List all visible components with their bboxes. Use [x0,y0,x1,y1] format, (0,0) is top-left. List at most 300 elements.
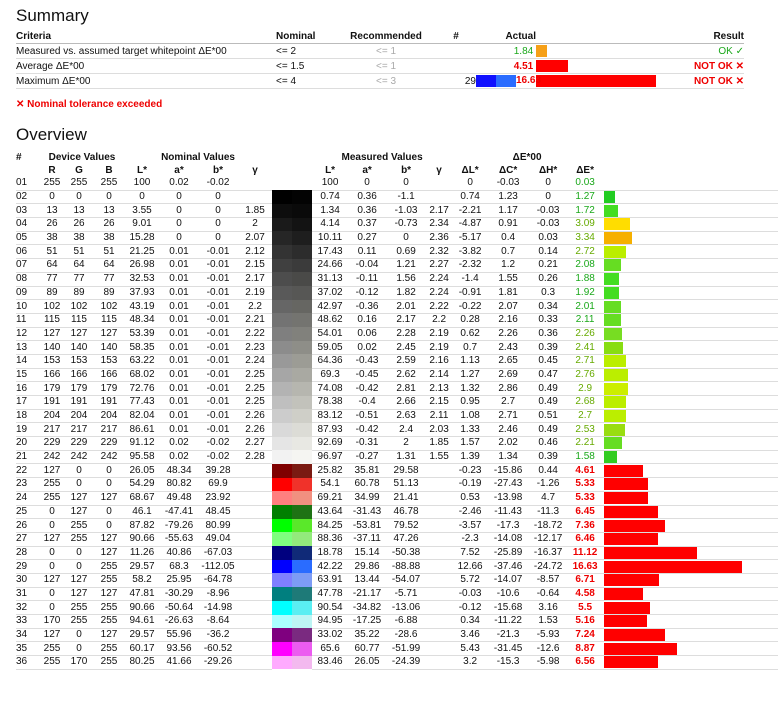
overview-swatch-nominal [272,409,292,423]
overview-swatch-measured [292,190,312,204]
overview-cell-mb: -1.1 [386,190,426,204]
overview-cell-bb: 39.28 [198,464,238,478]
overview-cell-g: 0 [64,628,94,642]
overview-cell-ma: -0.45 [348,368,386,382]
overview-row [16,573,778,587]
summary-bar [536,60,568,72]
overview-cell-g: 179 [64,382,94,396]
overview-cell-r: 127 [40,464,64,478]
overview-cell-ma: 0.16 [348,313,386,327]
overview-cell-mg [426,177,452,190]
overview-cell-n: 21 [16,450,40,464]
overview-cell-dE: 0.03 [568,177,602,190]
overview-cell-mL: 100 [312,177,348,190]
overview-cell-dE: 2.71 [568,354,602,368]
overview-cell-g: 0 [64,546,94,560]
overview-cell-g: 217 [64,423,94,437]
overview-cell-mL: 43.64 [312,505,348,519]
overview-col-header: ΔH* [538,165,558,176]
overview-cell-L: 68.67 [124,491,160,505]
overview-cell-mg: 2.14 [426,368,452,382]
overview-cell-n: 11 [16,313,40,327]
overview-bar-cell [602,272,778,286]
overview-cell-ma: -0.43 [348,354,386,368]
overview-de-bar [604,301,621,313]
overview-cell-mg: 2.32 [426,245,452,259]
overview-cell-b: 0 [94,519,124,533]
overview-cell-ma: 15.14 [348,546,386,560]
overview-cell-dH: 0.33 [528,313,568,327]
overview-cell-r: 0 [40,546,64,560]
overview-cell-mL: 90.54 [312,601,348,615]
overview-cell-dH: -12.6 [528,642,568,656]
overview-cell-n: 31 [16,587,40,601]
overview-cell-n: 17 [16,396,40,410]
overview-cell-mL: 42.22 [312,560,348,574]
overview-cell-r: 0 [40,505,64,519]
overview-cell-a: 68.3 [160,560,198,574]
overview-cell-ma: -0.11 [348,272,386,286]
overview-cell-g: 204 [64,409,94,423]
summary-table [16,29,744,89]
overview-cell-mg [426,519,452,533]
overview-cell-dL: -0.91 [452,286,488,300]
overview-cell-dL: -0.03 [452,587,488,601]
overview-row [16,628,778,642]
overview-cell-gam: 2.25 [238,396,272,410]
overview-cell-L: 100 [124,177,160,190]
overview-cell-a: -47.41 [160,505,198,519]
overview-cell-mb: 2.59 [386,354,426,368]
overview-cell-mg [426,628,452,642]
overview-cell-g: 77 [64,272,94,286]
summary-swatch [496,75,516,87]
overview-cell-n: 32 [16,601,40,615]
overview-cell-r: 51 [40,245,64,259]
overview-cell-mL: 1.34 [312,204,348,218]
overview-swatch-nominal [272,656,292,670]
overview-cell-dH: 0.47 [528,368,568,382]
summary-col-recommended: Recommended [336,29,436,44]
overview-cell-gam: 1.85 [238,204,272,218]
overview-cell-ma: -17.25 [348,615,386,629]
overview-cell-dE: 2.08 [568,259,602,273]
overview-de-bar [604,533,658,545]
overview-de-bar [604,574,659,586]
overview-cell-ma: 35.81 [348,464,386,478]
overview-cell-ma: 35.22 [348,628,386,642]
overview-cell-bb: -0.01 [198,354,238,368]
overview-bar-cell [602,601,778,615]
overview-cell-dC: 1.81 [488,286,528,300]
overview-cell-bb: 80.99 [198,519,238,533]
overview-cell-dE: 1.72 [568,204,602,218]
overview-cell-dE: 2.41 [568,341,602,355]
overview-cell-b: 191 [94,396,124,410]
overview-cell-b: 51 [94,245,124,259]
overview-cell-mb: 2.01 [386,300,426,314]
overview-cell-a: 0.02 [160,450,198,464]
overview-cell-dE: 2.21 [568,437,602,451]
overview-cell-L: 43.19 [124,300,160,314]
overview-cell-mg [426,478,452,492]
overview-cell-dH: 0 [528,190,568,204]
overview-cell-mg: 2.19 [426,327,452,341]
overview-cell-gam: 2.12 [238,245,272,259]
overview-swatch-measured [292,656,312,670]
overview-cell-mg: 2.03 [426,423,452,437]
overview-cell-b: 255 [94,615,124,629]
overview-cell-b: 166 [94,368,124,382]
overview-cell-b: 153 [94,354,124,368]
overview-cell-r: 255 [40,656,64,670]
overview-swatch-measured [292,491,312,505]
overview-swatch-nominal [272,354,292,368]
summary-actual-cell [476,44,536,59]
overview-cell-mL: 48.62 [312,313,348,327]
overview-swatch-nominal [272,601,292,615]
overview-cell-gam [238,642,272,656]
overview-cell-dL: 3.2 [452,656,488,670]
overview-cell-n: 03 [16,204,40,218]
overview-cell-ma: -34.82 [348,601,386,615]
overview-swatch-measured [292,218,312,232]
overview-cell-a: 0.02 [160,437,198,451]
overview-de-bar [604,328,622,340]
overview-cell-ma: 29.86 [348,560,386,574]
overview-cell-dH: -0.03 [528,218,568,232]
overview-cell-r: 179 [40,382,64,396]
overview-cell-mL: 83.12 [312,409,348,423]
overview-row [16,259,778,273]
overview-cell-dL: -2.32 [452,259,488,273]
overview-cell-dC: 2.69 [488,368,528,382]
overview-cell-a: 25.95 [160,573,198,587]
overview-swatch-nominal [272,286,292,300]
overview-cell-dC: -27.43 [488,478,528,492]
overview-cell-g: 153 [64,354,94,368]
overview-row [16,354,778,368]
overview-cell-mb: 21.41 [386,491,426,505]
overview-col-header: a* [362,165,372,176]
overview-cell-mg [426,601,452,615]
overview-swatch-measured [292,327,312,341]
overview-bar-cell [602,204,778,218]
overview-cell-r: 153 [40,354,64,368]
overview-cell-bb: 48.45 [198,505,238,519]
overview-swatch-nominal [272,450,292,464]
overview-de-bar [604,259,621,271]
overview-cell-mb: -13.06 [386,601,426,615]
overview-swatch-measured [292,382,312,396]
summary-bar [536,45,547,57]
overview-cell-r: 166 [40,368,64,382]
overview-cell-dL: 1.39 [452,450,488,464]
overview-cell-mL: 64.36 [312,354,348,368]
overview-cell-r: 140 [40,341,64,355]
summary-col-criteria: Criteria [16,29,276,44]
overview-cell-gam [238,601,272,615]
overview-cell-dH: -0.64 [528,587,568,601]
overview-group-nominal: Nominal Values [161,151,235,163]
overview-swatch-measured [292,464,312,478]
overview-cell-b: 64 [94,259,124,273]
overview-cell-dL: 3.46 [452,628,488,642]
overview-cell-ma: -0.42 [348,382,386,396]
overview-swatch-nominal [272,642,292,656]
overview-swatch-nominal [272,177,292,190]
overview-cell-a: 40.86 [160,546,198,560]
overview-cell-gam [238,656,272,670]
overview-cell-gam [238,177,272,190]
overview-swatch-measured [292,546,312,560]
overview-cell-dH: 0.26 [528,272,568,286]
overview-cell-mL: 18.78 [312,546,348,560]
overview-cell-r: 102 [40,300,64,314]
overview-swatch-nominal [272,300,292,314]
overview-cell-dC: 0.91 [488,218,528,232]
overview-cell-b: 127 [94,327,124,341]
overview-cell-ma: 26.05 [348,656,386,670]
overview-cell-mL: 31.13 [312,272,348,286]
overview-row [16,272,778,286]
overview-cell-dC: -14.07 [488,573,528,587]
summary-recommended: <= 3 [336,74,436,89]
overview-cell-dC: 2.7 [488,396,528,410]
overview-row [16,491,778,505]
overview-cell-g: 255 [64,601,94,615]
overview-cell-dC: 1.17 [488,204,528,218]
overview-bar-cell [602,368,778,382]
overview-cell-bb: 0 [198,231,238,245]
overview-cell-mb: 1.21 [386,259,426,273]
overview-bar-cell [602,327,778,341]
overview-cell-dL: -2.46 [452,505,488,519]
overview-cell-n: 27 [16,532,40,546]
summary-recommended: <= 1 [336,59,436,74]
summary-col-bar [536,29,656,44]
overview-cell-g: 140 [64,341,94,355]
overview-cell-dC: -37.46 [488,560,528,574]
overview-swatch-nominal [272,615,292,629]
summary-row [16,44,744,59]
overview-cell-mg [426,656,452,670]
overview-cell-dE: 6.56 [568,656,602,670]
overview-cell-dL: -0.12 [452,601,488,615]
overview-cell-bb: -0.01 [198,313,238,327]
overview-row [16,464,778,478]
overview-cell-g: 0 [64,478,94,492]
overview-col-header: b* [401,165,412,176]
overview-cell-g: 255 [64,532,94,546]
overview-row [16,642,778,656]
overview-cell-gam [238,532,272,546]
overview-cell-g: 102 [64,300,94,314]
overview-cell-ma: 0.36 [348,190,386,204]
overview-row [16,423,778,437]
overview-bar-cell [602,231,778,245]
overview-bar-cell [602,505,778,519]
summary-row [16,59,744,74]
overview-swatch-nominal [272,464,292,478]
overview-swatch-measured [292,560,312,574]
summary-col-nominal: Nominal [276,29,336,44]
overview-row [16,519,778,533]
overview-cell-mL: 4.14 [312,218,348,232]
overview-row [16,437,778,451]
summary-swatch [476,75,496,87]
overview-cell-r: 115 [40,313,64,327]
summary-bar-cell [536,59,656,74]
overview-cell-bb: -0.02 [198,437,238,451]
overview-cell-bb: -0.02 [198,177,238,190]
overview-row [16,505,778,519]
overview-de-bar [604,205,618,217]
summary-result: NOT OK ✕ [656,74,744,89]
overview-swatch-nominal [272,245,292,259]
overview-cell-b: 0 [94,464,124,478]
overview-cell-ma: -31.43 [348,505,386,519]
overview-cell-r: 242 [40,450,64,464]
overview-swatch-measured [292,478,312,492]
overview-bar-cell [602,245,778,259]
overview-swatch-measured [292,601,312,615]
overview-cell-bb: -0.02 [198,450,238,464]
overview-cell-dH: 0.39 [528,450,568,464]
overview-cell-b: 13 [94,204,124,218]
overview-swatch-nominal [272,423,292,437]
overview-cell-mL: 0.74 [312,190,348,204]
overview-cell-g: 13 [64,204,94,218]
overview-swatch-measured [292,423,312,437]
overview-cell-dE: 2.01 [568,300,602,314]
overview-group-measured: Measured Values [341,151,423,163]
overview-cell-mb: 46.78 [386,505,426,519]
overview-cell-dC: -21.3 [488,628,528,642]
overview-col-header: ΔL* [461,165,479,176]
overview-row [16,231,778,245]
summary-actual: 1.84 [513,45,534,57]
overview-cell-dL: 1.32 [452,382,488,396]
overview-cell-n: 12 [16,327,40,341]
overview-cell-bb: -60.52 [198,642,238,656]
overview-cell-dE: 2.68 [568,396,602,410]
overview-cell-dE: 5.16 [568,615,602,629]
overview-cell-a: 0.01 [160,313,198,327]
overview-col-hash: # [16,151,22,163]
overview-swatch-measured [292,505,312,519]
overview-cell-L: 11.26 [124,546,160,560]
overview-cell-dC: 2.86 [488,382,528,396]
summary-row [16,74,744,89]
overview-cell-dE: 16.63 [568,560,602,574]
overview-cell-ma: 60.77 [348,642,386,656]
overview-cell-b: 77 [94,272,124,286]
overview-cell-mb: 51.13 [386,478,426,492]
overview-cell-gam [238,615,272,629]
overview-cell-dH: 0.45 [528,354,568,368]
summary-title: Summary [16,6,89,25]
overview-cell-b: 127 [94,491,124,505]
overview-cell-dH: 0.51 [528,409,568,423]
overview-cell-gam [238,587,272,601]
overview-cell-b: 0 [94,190,124,204]
overview-cell-dH: 0.44 [528,464,568,478]
overview-swatch-measured [292,396,312,410]
overview-cell-dH: 1.53 [528,615,568,629]
overview-row [16,450,778,464]
overview-cell-gam [238,478,272,492]
tolerance-note: ✕ Nominal tolerance exceeded [16,99,163,110]
overview-cell-L: 53.39 [124,327,160,341]
summary-col-actual: Actual [476,29,536,44]
overview-cell-g: 115 [64,313,94,327]
overview-swatch-nominal [272,272,292,286]
overview-de-bar [604,492,648,504]
overview-cell-mb: -6.88 [386,615,426,629]
overview-cell-g: 51 [64,245,94,259]
overview-cell-dL: 0.7 [452,341,488,355]
overview-cell-dC: 2.07 [488,300,528,314]
overview-col-header: ΔC* [498,165,518,176]
overview-swatch-measured [292,368,312,382]
overview-cell-mg: 2.24 [426,272,452,286]
overview-cell-ma: 34.99 [348,491,386,505]
overview-cell-n: 08 [16,272,40,286]
overview-cell-gam: 2.27 [238,437,272,451]
overview-cell-b: 255 [94,177,124,190]
summary-nominal: <= 2 [276,44,336,59]
overview-cell-b: 255 [94,656,124,670]
overview-cell-L: 72.76 [124,382,160,396]
overview-cell-dL: -4.87 [452,218,488,232]
overview-cell-dH: -5.93 [528,628,568,642]
overview-swatch-nominal [272,505,292,519]
overview-cell-L: 95.58 [124,450,160,464]
overview-cell-mg: 1.85 [426,437,452,451]
overview-cell-dE: 4.61 [568,464,602,478]
overview-swatch-measured [292,642,312,656]
overview-cell-dE: 3.09 [568,218,602,232]
overview-cell-mb: -1.03 [386,204,426,218]
overview-col-header: γ [252,165,258,176]
overview-swatch-nominal [272,190,292,204]
overview-cell-bb: -36.2 [198,628,238,642]
overview-cell-g: 229 [64,437,94,451]
overview-cell-dL: -0.19 [452,478,488,492]
overview-de-bar [604,602,650,614]
overview-cell-mL: 94.95 [312,615,348,629]
overview-swatch-measured [292,354,312,368]
summary-num [436,74,476,89]
overview-cell-n: 35 [16,642,40,656]
overview-de-bar [604,369,627,381]
overview-cell-mL: 87.93 [312,423,348,437]
overview-cell-dC: 1.23 [488,190,528,204]
overview-row [16,204,778,218]
overview-cell-mb: -50.38 [386,546,426,560]
overview-cell-L: 54.29 [124,478,160,492]
overview-cell-bb: -0.01 [198,382,238,396]
overview-cell-ma: 0.36 [348,204,386,218]
overview-cell-mb: -24.39 [386,656,426,670]
overview-swatch-nominal [272,573,292,587]
overview-cell-ma: 60.78 [348,478,386,492]
overview-swatch-measured [292,313,312,327]
overview-cell-mL: 84.25 [312,519,348,533]
overview-cell-gam: 2.19 [238,286,272,300]
overview-cell-dE: 6.46 [568,532,602,546]
